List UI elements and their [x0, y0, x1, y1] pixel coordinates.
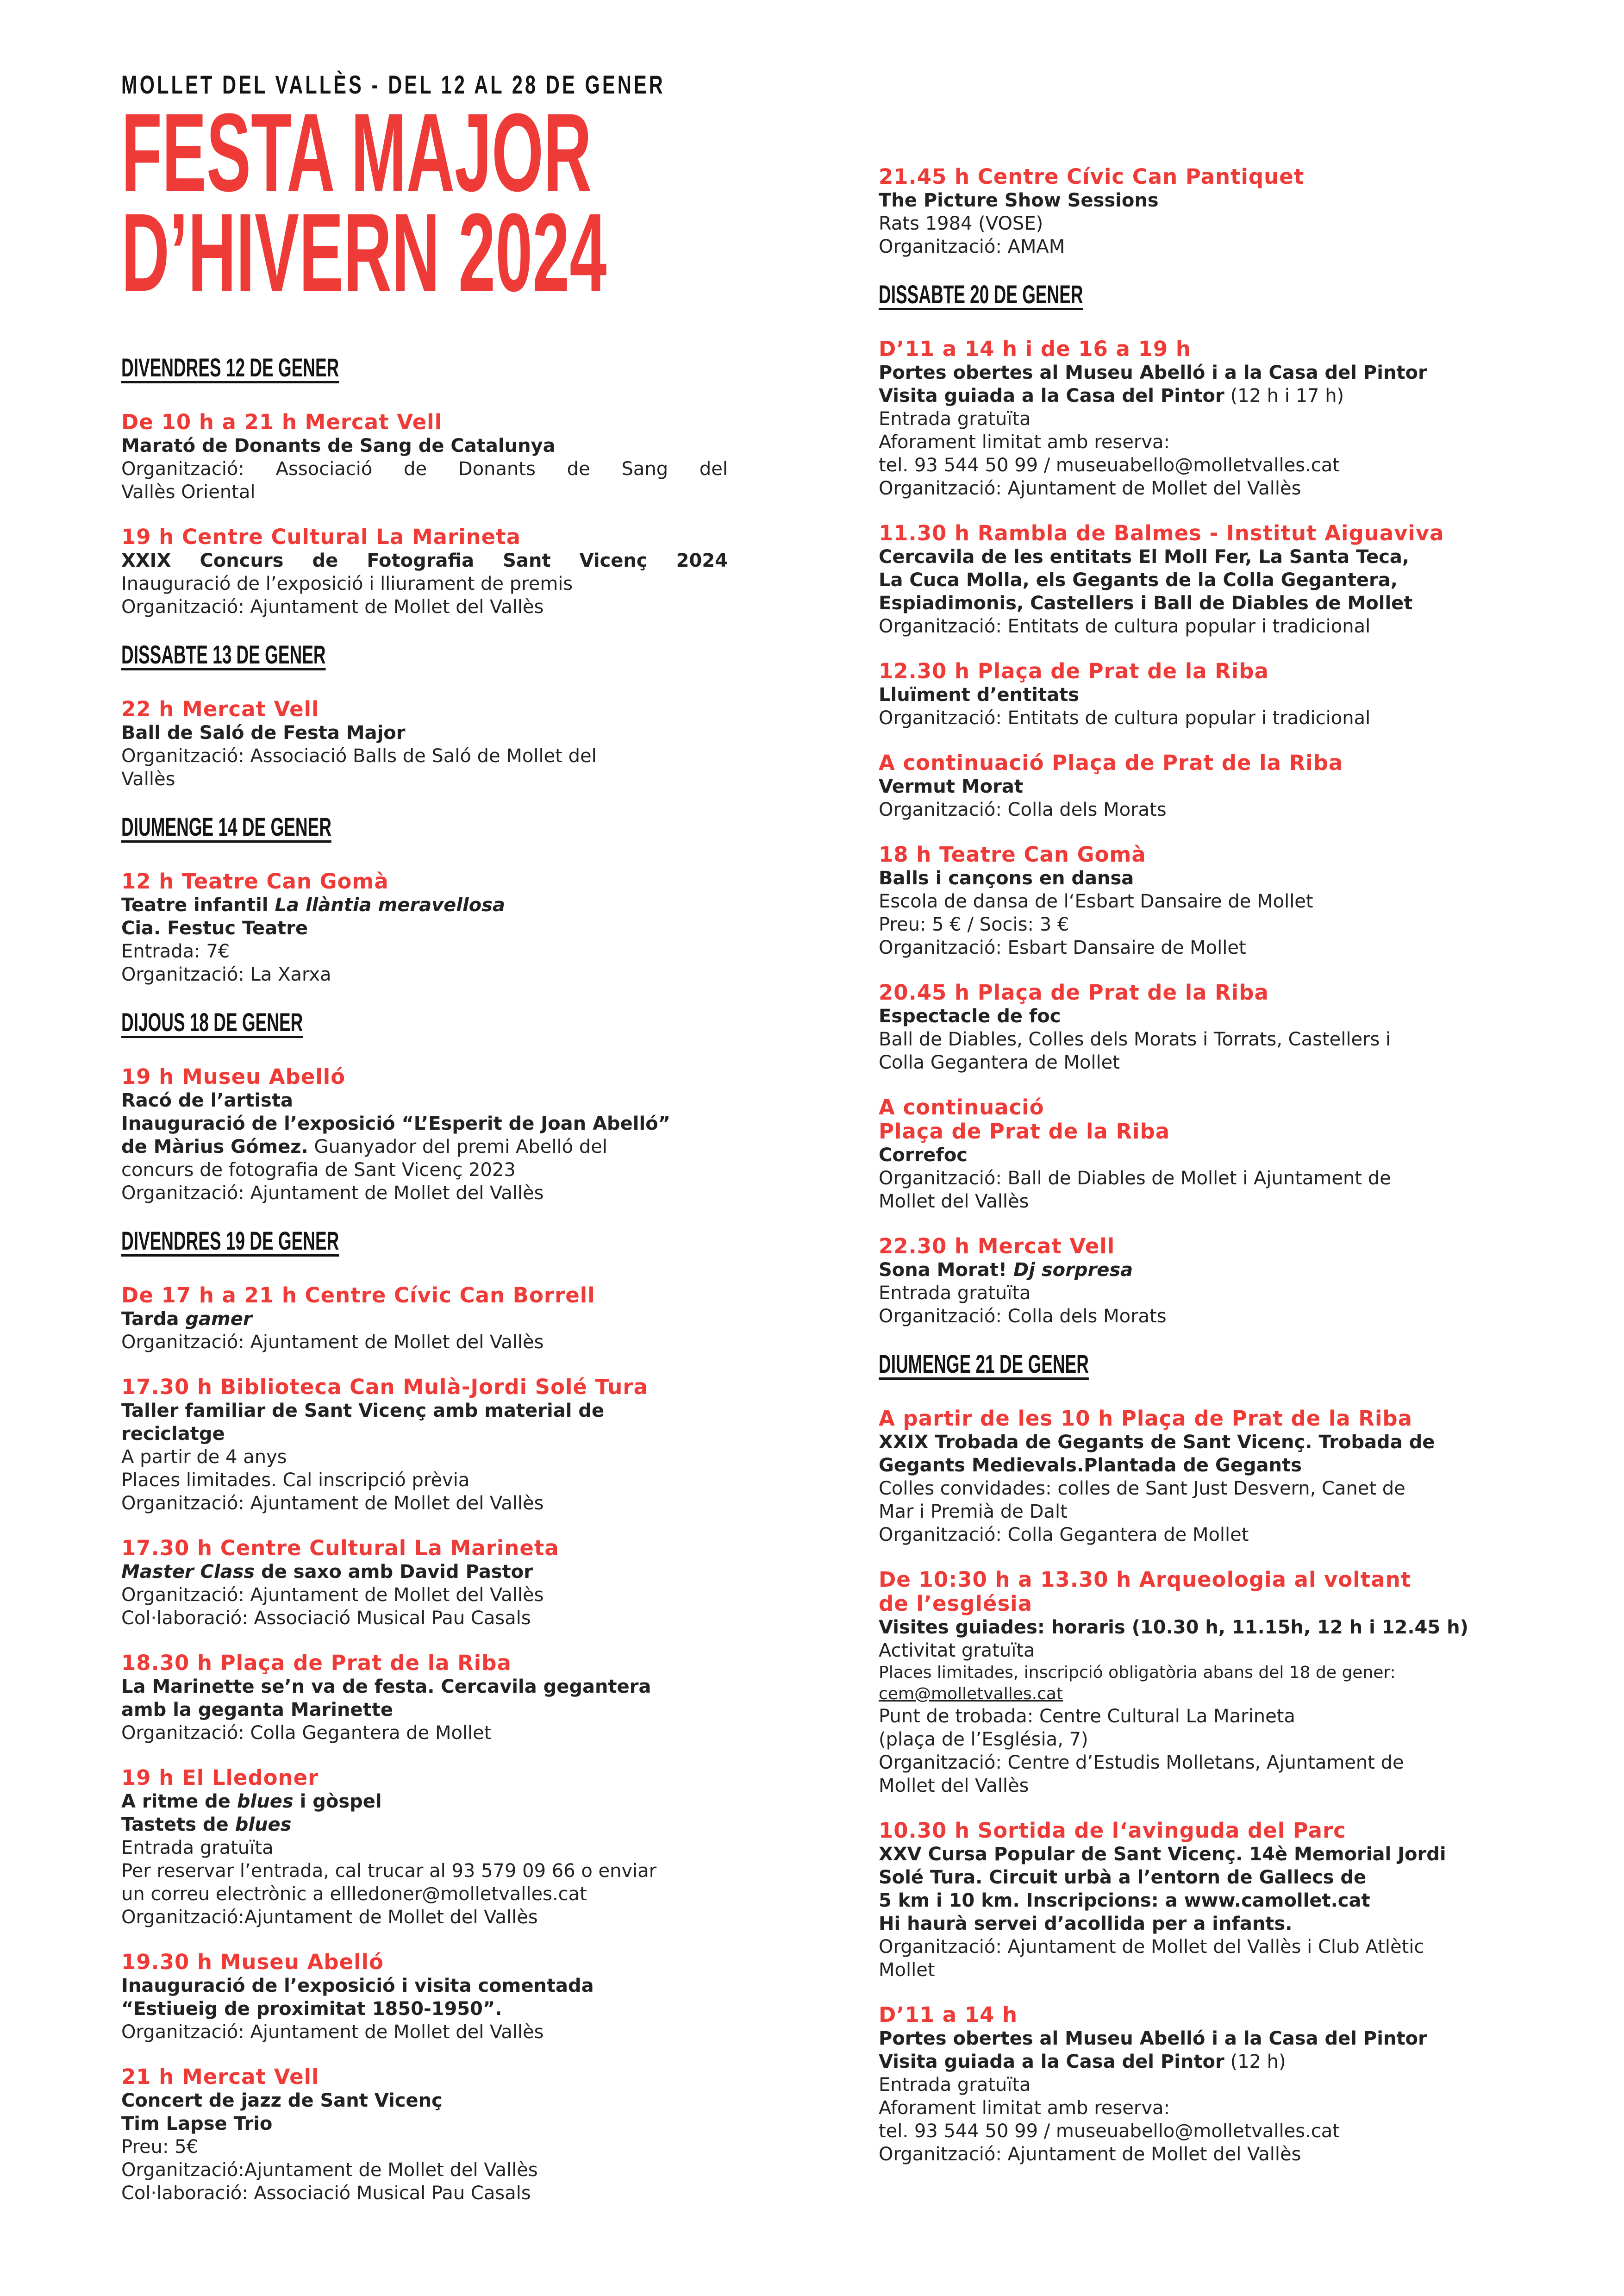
event-organizer: Organització: Centre d’Estudis Molletans, Ajuntament de [879, 1752, 1404, 1773]
day-heading: DISSABTE 20 DE GENER [879, 280, 1083, 309]
event-organizer: Organització: Ajuntament de Mollet del Vallès [121, 2021, 544, 2043]
event-title-text: Tarda [121, 1308, 186, 1330]
event-title: amb la geganta Marinette [121, 1699, 393, 1720]
event-title: Marató de Donants de Sang de Catalunya [121, 435, 556, 457]
event [121, 525, 728, 619]
event [121, 870, 728, 986]
day-heading: DIJOUS 18 DE GENER [121, 1007, 303, 1037]
event-organizer: Organització: Ajuntament de Mollet del Vallès [879, 2144, 1301, 2165]
event-title: La Marinette se’n va de festa. Cercavila gegantera [121, 1676, 651, 1697]
event-detail [879, 384, 1531, 407]
event-detail-text: Guanyador del premi Abelló del [308, 1136, 607, 1157]
event-organizer: Organització: Ajuntament de Mollet del Vallès [121, 1182, 544, 1204]
event-performer: Tim Lapse Trio [121, 2113, 273, 2134]
event-detail: Places limitades. Cal inscripció prèvia [121, 1470, 470, 1491]
event-detail-text: (12 h) [1224, 2051, 1286, 2072]
event-time-place: 10.30 h Sortida de l‘avinguda del Parc [879, 1818, 1346, 1843]
event-title: Espiadimonis, Castellers i Ball de Diables de Mollet [879, 593, 1413, 614]
event-price: Entrada gratuïta [121, 1837, 274, 1858]
event-detail: Vallès Oriental [121, 482, 256, 503]
event-organizer: Organització:Ajuntament de Mollet del Vallès [121, 2159, 538, 2181]
event-detail: Mar i Premià de Dalt [879, 1501, 1068, 1522]
event-time-place: D’11 a 14 h i de 16 a 19 h [879, 337, 1191, 361]
event-title-text: A ritme de [121, 1791, 237, 1812]
event-title: Balls i cançons en dansa [879, 868, 1134, 889]
location-dates: MOLLET DEL VALLÈS - DEL 12 AL 28 DE GENER [121, 70, 665, 99]
event-subtitle: Inauguració de l’exposició “L’Esperit de Joan Abelló” [121, 1113, 670, 1134]
event-price: Activitat gratuïta [879, 1640, 1035, 1661]
event-title-italic: La llàntia meravellosa [275, 895, 506, 916]
event-title [121, 1790, 728, 1813]
event-collaboration: Col·laboració: Associació Musical Pau Casals [121, 2183, 531, 2204]
event-title-text: Teatre infantil [121, 895, 275, 916]
event-time-place: D’11 a 14 h [879, 2002, 1018, 2027]
event-collaboration: Col·laboració: Associació Musical Pau Casals [121, 1608, 531, 1629]
event [121, 1065, 728, 1205]
event-time-place: De 10:30 h a 13.30 h Arqueologia al voltant [879, 1567, 1412, 1592]
event-title-italic: gamer [185, 1308, 252, 1330]
event-detail: Escola de dansa de l‘Esbart Dansaire de Mollet [879, 891, 1313, 912]
event-organizer: Organització: Ajuntament de Mollet del Vallès [121, 1584, 544, 1606]
event-meeting-point: (plaça de l’Església, 7) [879, 1729, 1088, 1750]
event [879, 1095, 1531, 1213]
event-organizer: Organització: Colla Gegantera de Mollet [879, 1524, 1249, 1545]
event-title [121, 1813, 728, 1836]
event-detail: Places limitades, inscripció obligatòria abans del 18 de gener: [879, 1663, 1396, 1682]
event-detail: Ball de Diables, Colles dels Morats i Torrats, Castellers i [879, 1029, 1391, 1050]
event-title: The Picture Show Sessions [879, 190, 1159, 211]
event-title: Espectacle de foc [879, 1006, 1061, 1027]
event [879, 1234, 1531, 1328]
event-title: Concert de jazz de Sant Vicenç [121, 2090, 443, 2111]
event-time-place: 22.30 h Mercat Vell [879, 1234, 1115, 1258]
event [879, 2003, 1531, 2166]
event-place: Plaça de Prat de la Riba [879, 1119, 1170, 1144]
event-organizer: Organització: Ball de Diables de Mollet i Ajuntament de [879, 1168, 1391, 1189]
event-organizer: Organització: Ajuntament de Mollet del Vallès [121, 1493, 544, 1514]
event-time-place: 21.45 h Centre Cívic Can Pantiquet [879, 164, 1305, 189]
event-time-place: 19.30 h Museu Abelló [121, 1950, 384, 1974]
event-organizer: Organització: Ajuntament de Mollet del Vallès i Club Atlètic [879, 1936, 1424, 1958]
event-contact: tel. 93 544 50 99 / museuabello@molletvalles.cat [879, 455, 1340, 476]
event-organizer: Organització: Ajuntament de Mollet del Vallès [121, 1332, 544, 1353]
event [121, 1651, 728, 1745]
event [879, 843, 1531, 959]
event-time-place: De 10 h a 21 h Mercat Vell [121, 410, 443, 434]
event-title: XXIX Concurs de Fotografia Sant Vicenç 2024 [121, 550, 728, 571]
poster-header [121, 69, 723, 314]
event [879, 981, 1531, 1074]
event-title: La Cuca Molla, els Gegants de la Colla Gegantera, [879, 569, 1398, 591]
event-title: “Estiueig de proximitat 1850-1950”. [121, 1998, 502, 2020]
event-time-place: 19 h Museu Abelló [121, 1064, 346, 1089]
event-time-place: 20.45 h Plaça de Prat de la Riba [879, 980, 1269, 1005]
event-company: Cia. Festuc Teatre [121, 918, 308, 939]
event-detail-bold: Visita guiada a la Casa del Pintor [879, 2051, 1224, 2072]
event-title: XXIX Trobada de Gegants de Sant Vicenç. Trobada de [879, 1432, 1435, 1453]
event [121, 697, 728, 791]
event-title [121, 1560, 728, 1583]
event-title: Solé Tura. Circuit urbà a l’entorn de Gallecs de [879, 1867, 1367, 1888]
event-title: Lluïment d’entitats [879, 684, 1080, 706]
event-title: 5 km i 10 km. Inscripcions: a www.camollet.cat [879, 1890, 1370, 1911]
event [121, 1375, 728, 1515]
event-title-italic: blues [235, 1814, 292, 1835]
event-time-place: A partir de les 10 h Plaça de Prat de la Riba [879, 1406, 1412, 1431]
event-title: Ball de Saló de Festa Major [121, 722, 406, 744]
left-column [121, 343, 728, 2226]
event-detail: un correu electrònic a ellledoner@molletvalles.cat [121, 1883, 587, 1905]
event-title: Hi haurà servei d’acollida per a infants. [879, 1913, 1293, 1934]
event-title: Inauguració de l’exposició i visita comentada [121, 1975, 594, 1996]
event-detail: Aforament limitat amb reserva: [879, 2097, 1170, 2119]
day-heading: DIVENDRES 19 DE GENER [121, 1226, 339, 1255]
event-title: Racó de l’artista [121, 1090, 293, 1111]
event-title-text: de saxo amb David Pastor [255, 1561, 533, 1583]
event-title-italic: blues [237, 1791, 294, 1812]
event-title: Taller familiar de Sant Vicenç amb material de [121, 1400, 605, 1421]
event-title-italic: Master Class [121, 1561, 255, 1583]
event-time: A continuació [879, 1095, 1044, 1120]
event-time-place: A continuació Plaça de Prat de la Riba [879, 751, 1343, 775]
event [879, 751, 1531, 821]
event [879, 1819, 1531, 1982]
event-detail: Colla Gegantera de Mollet [879, 1052, 1120, 1073]
event [121, 1766, 728, 1929]
event-detail: Organització: Associació de Donants de Sang del [121, 458, 728, 480]
event-contact: tel. 93 544 50 99 / museuabello@molletvalles.cat [879, 2121, 1340, 2142]
event-detail-text: (12 h i 17 h) [1224, 385, 1344, 407]
event-price: Entrada: 7€ [121, 941, 230, 962]
event-organizer: Organització: Entitats de cultura popular i tradicional [879, 707, 1371, 729]
email-link[interactable]: cem@molletvalles.cat [879, 1684, 1063, 1703]
event-detail: Vallès [121, 769, 175, 790]
event-organizer: Organització: Esbart Dansaire de Mollet [879, 937, 1246, 958]
event-title [121, 1308, 728, 1331]
event [121, 1950, 728, 2044]
event-title [879, 1258, 1531, 1282]
event-organizer: Mollet del Vallès [879, 1775, 1029, 1796]
event [879, 1568, 1531, 1797]
event-meeting-point: Punt de trobada: Centre Cultural La Marineta [879, 1706, 1295, 1727]
event-detail-bold: de Màrius Gómez. [121, 1136, 308, 1157]
event-price: Entrada gratuïta [879, 408, 1031, 430]
event-title-italic: Dj sorpresa [1013, 1259, 1133, 1281]
event-organizer: Organització: Colla dels Morats [879, 1306, 1167, 1327]
event-title-text: Sona Morat! [879, 1259, 1013, 1281]
event-detail: Inauguració de l’exposició i lliurament de premis [121, 573, 573, 594]
event-organizer: Organització: AMAM [879, 236, 1065, 257]
event [879, 521, 1531, 638]
event-time-place: 22 h Mercat Vell [121, 697, 319, 721]
day-heading: DIVENDRES 12 DE GENER [121, 353, 339, 382]
event-time-place: 18.30 h Plaça de Prat de la Riba [121, 1651, 512, 1675]
poster-title-line2: D’HIVERN 2024 [121, 190, 607, 314]
event-title: XXV Cursa Popular de Sant Vicenç. 14è Memorial Jordi [879, 1844, 1446, 1865]
event-detail: Rats 1984 (VOSE) [879, 213, 1043, 234]
poster-title-line1: FESTA MAJOR [121, 90, 592, 214]
event-detail: Colles convidades: colles de Sant Just Desvern, Canet de [879, 1478, 1405, 1499]
event [879, 1407, 1531, 1546]
day-heading: DIUMENGE 21 DE GENER [879, 1349, 1089, 1378]
event-detail [879, 2050, 1531, 2073]
event-title: Visites guiades: horaris (10.30 h, 11.15h, 12 h i 12.45 h) [879, 1617, 1468, 1638]
event [879, 165, 1531, 258]
event-detail: Aforament limitat amb reserva: [879, 432, 1170, 453]
event-title: Portes obertes al Museu Abelló i a la Casa del Pintor [879, 2028, 1427, 2049]
event-time-place: 11.30 h Rambla de Balmes - Institut Aiguaviva [879, 521, 1444, 545]
event [121, 1283, 728, 1354]
event-detail: Per reservar l’entrada, cal trucar al 93 579 09 66 o enviar [121, 1860, 657, 1882]
event-title [121, 894, 728, 917]
event-time-place: 17.30 h Biblioteca Can Mulà-Jordi Solé Tura [121, 1375, 648, 1399]
event-detail: Organització: Associació Balls de Saló de Mollet del [121, 745, 597, 767]
event [121, 410, 728, 504]
event [121, 1536, 728, 1630]
event-title: Portes obertes al Museu Abelló i a la Casa del Pintor [879, 362, 1427, 383]
event-title: Correfoc [879, 1145, 968, 1166]
event-place: de l’església [879, 1591, 1032, 1616]
event-organizer: Organització: Entitats de cultura popular i tradicional [879, 616, 1371, 637]
event-time-place: 21 h Mercat Vell [121, 2065, 319, 2089]
event-organizer: Organització:Ajuntament de Mollet del Vallès [121, 1907, 538, 1928]
event-price: Preu: 5 € / Socis: 3 € [879, 914, 1069, 935]
event-detail: Organització: Ajuntament de Mollet del Vallès [121, 596, 544, 618]
event-price: Entrada gratuïta [879, 1283, 1031, 1304]
event-title: Cercavila de les entitats El Moll Fer, La Santa Teca, [879, 546, 1410, 568]
event-organizer: Mollet del Vallès [879, 1191, 1029, 1212]
event-detail: concurs de fotografia de Sant Vicenç 2023 [121, 1159, 516, 1181]
event-price: Preu: 5€ [121, 2136, 199, 2158]
event-organizer: Mollet [879, 1959, 935, 1981]
event [121, 2065, 728, 2205]
event-time-place: 19 h El Lledoner [121, 1765, 319, 1790]
event-detail-bold: Visita guiada a la Casa del Pintor [879, 385, 1224, 407]
event-title: Vermut Morat [879, 776, 1023, 797]
event-organizer: Organització: Ajuntament de Mollet del Vallès [879, 478, 1301, 499]
event-title-text: i gòspel [293, 1791, 382, 1812]
event-title-text: Tastets de [121, 1814, 235, 1835]
event-organizer: Organització: Colla Gegantera de Mollet [121, 1722, 492, 1744]
event-title: Gegants Medievals.Plantada de Gegants [879, 1455, 1302, 1476]
event-time-place: De 17 h a 21 h Centre Cívic Can Borrell [121, 1283, 595, 1308]
event-time-place: 12 h Teatre Can Gomà [121, 869, 389, 894]
event-title: reciclatge [121, 1423, 225, 1445]
day-heading: DIUMENGE 14 DE GENER [121, 812, 331, 841]
event [879, 337, 1531, 500]
event-price: Entrada gratuïta [879, 2074, 1031, 2096]
event-time-place: 19 h Centre Cultural La Marineta [121, 525, 521, 549]
event-time-place: 12.30 h Plaça de Prat de la Riba [879, 659, 1269, 683]
event-organizer: Organització: La Xarxa [121, 964, 331, 985]
event-time-place: 17.30 h Centre Cultural La Marineta [121, 1536, 559, 1560]
event-detail [121, 1135, 728, 1158]
event-detail: A partir de 4 anys [121, 1446, 287, 1468]
day-heading: DISSABTE 13 DE GENER [121, 640, 326, 669]
event-time-place: 18 h Teatre Can Gomà [879, 842, 1146, 867]
event-organizer: Organització: Colla dels Morats [879, 799, 1167, 820]
event [879, 659, 1531, 730]
right-column [879, 165, 1531, 2187]
